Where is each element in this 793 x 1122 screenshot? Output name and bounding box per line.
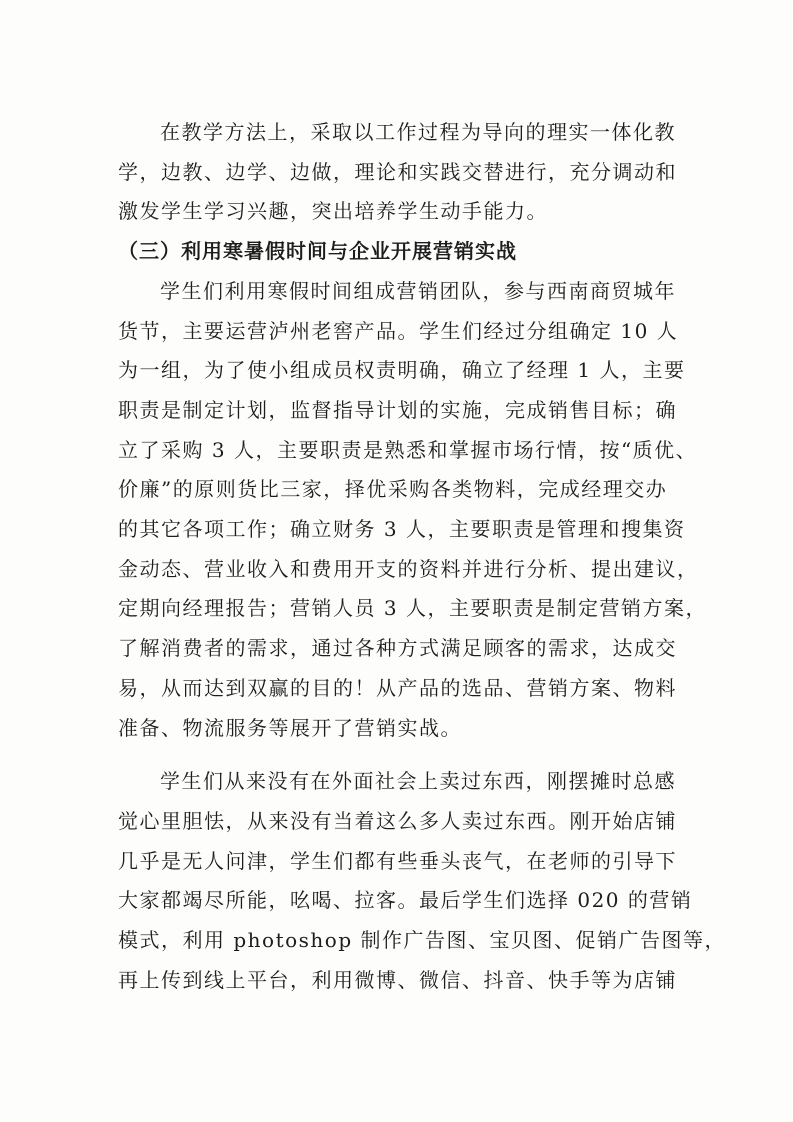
document-body: [118, 113, 727, 1000]
paragraph-line: 易，从而达到双赢的目的！从产品的选品、营销方案、物料: [118, 675, 677, 700]
paragraph-line: 金动态、营业收入和费用开支的资料并进行分析、提出建议，: [118, 556, 699, 581]
paragraph-line: 学生们从来没有在外面社会上卖过东西，刚摆摊时总感: [160, 769, 676, 794]
section-heading: （三）利用寒暑假时间与企业开展营销实战: [118, 239, 517, 264]
paragraph-line: 价廉”的原则货比三家，择优采购各类物料，完成经理交办: [118, 477, 668, 502]
paragraph-line: 学，边教、边学、边做，理论和实践交替进行，充分调动和: [118, 159, 677, 184]
paragraph-line: 准备、物流服务等展开了营销实战。: [118, 715, 462, 740]
paragraph-marketing-team: [118, 272, 707, 748]
paragraph-line: 几乎是无人问津，学生们都有些垂头丧气，在老师的引导下: [118, 848, 677, 873]
paragraph-teaching-method: [118, 113, 688, 232]
paragraph-line: 定期向经理报告；营销人员 3 人，主要职责是制定营销方案，: [118, 596, 707, 621]
paragraph-line: 模式，利用 photoshop 制作广告图、宝贝图、促销广告图等，: [118, 928, 727, 953]
paragraph-sales-experience: [118, 762, 727, 1000]
paragraph-line: 为一组，为了使小组成员权责明确，确立了经理 1 人，主要: [118, 358, 686, 383]
paragraph-spacer: [118, 748, 688, 762]
paragraph-line: 觉心里胆怯，从来没有当着这么多人卖过东西。刚开始店铺: [118, 808, 677, 833]
paragraph-line: 学生们利用寒假时间组成营销团队，参与西南商贸城年: [160, 278, 676, 303]
paragraph-line: 立了采购 3 人，主要职责是熟悉和掌握市场行情，按“质优、: [118, 437, 698, 462]
paragraph-line: 大家都竭尽所能，吆喝、拉客。最后学生们选择 020 的营销: [118, 888, 693, 913]
paragraph-line: 职责是制定计划，监督指导计划的实施，完成销售目标；确: [118, 397, 677, 422]
paragraph-line: 货节，主要运营泸州老窖产品。学生们经过分组确定 10 人: [118, 318, 679, 343]
paragraph-line: 的其它各项工作；确立财务 3 人，主要职责是管理和搜集资: [118, 517, 686, 542]
paragraph-line: 激发学生学习兴趣，突出培养学生动手能力。: [118, 199, 548, 224]
paragraph-line: 了解消费者的需求，通过各种方式满足顾客的需求，达成交: [118, 636, 677, 661]
paragraph-line: 再上传到线上平台，利用微博、微信、抖音、快手等为店铺: [118, 967, 677, 992]
paragraph-line: 在教学方法上，采取以工作过程为导向的理实一体化教: [160, 120, 676, 144]
